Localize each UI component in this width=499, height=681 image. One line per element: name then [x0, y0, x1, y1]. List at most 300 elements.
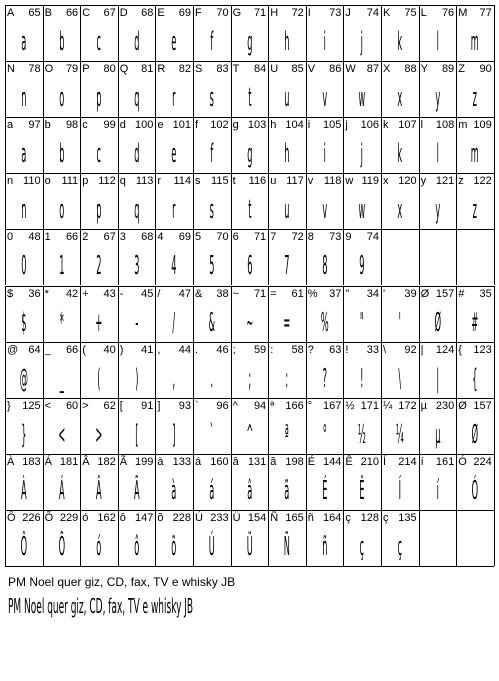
char-name: "	[345, 287, 350, 300]
char-name: @	[7, 343, 19, 356]
char-code: 226	[22, 511, 41, 524]
char-code: 62	[103, 399, 116, 412]
char-glyph: À	[20, 475, 27, 506]
char-cell	[193, 173, 231, 229]
grid-line	[419, 173, 420, 229]
grid-line	[494, 5, 495, 61]
char-cell	[231, 342, 269, 398]
char-code: 110	[23, 175, 41, 188]
char-glyph: +	[95, 307, 103, 338]
grid-line	[80, 117, 81, 173]
char-code: 210	[360, 455, 379, 468]
char-label	[308, 344, 342, 357]
char-name: ~	[232, 287, 240, 300]
grid-line	[494, 61, 495, 117]
char-label	[7, 175, 41, 188]
char-name: à	[157, 455, 164, 468]
char-code: 161	[435, 455, 455, 468]
grid-line	[306, 5, 307, 61]
char-code: 162	[97, 511, 116, 524]
char-code: 69	[178, 7, 191, 19]
grid-line	[43, 398, 44, 454]
char-name: Q	[119, 63, 129, 76]
char-glyph: í	[436, 475, 439, 506]
char-name: J	[345, 7, 351, 19]
char-cell	[419, 286, 457, 342]
char-cell	[343, 286, 381, 342]
char-label	[458, 119, 492, 132]
char-name: l	[420, 119, 424, 132]
char-cell	[80, 398, 118, 454]
char-code: 71	[253, 231, 267, 244]
char-glyph: _	[59, 363, 64, 394]
char-glyph: w	[358, 195, 366, 226]
char-label	[458, 63, 492, 76]
char-code: 59	[253, 343, 267, 356]
char-code: 98	[65, 119, 79, 132]
grid-line	[494, 117, 495, 173]
grid-line	[43, 229, 44, 285]
char-name: Á	[44, 455, 52, 468]
char-cell	[5, 286, 43, 342]
char-label	[7, 7, 41, 20]
char-name: V	[307, 63, 316, 76]
char-label	[45, 512, 79, 525]
char-cell	[231, 229, 269, 285]
char-label	[308, 512, 342, 525]
grid-line	[231, 117, 232, 173]
char-code: 97	[28, 119, 41, 132]
char-code: 144	[323, 455, 342, 468]
char-name: 9	[345, 231, 352, 244]
char-glyph: `	[209, 419, 214, 450]
grid-line	[456, 286, 457, 342]
char-name: !	[345, 343, 349, 356]
char-label	[7, 231, 41, 244]
char-cell	[456, 173, 494, 229]
char-glyph: )	[134, 363, 139, 394]
char-code: 39	[404, 287, 417, 300]
char-label	[421, 344, 455, 357]
grid-line	[5, 117, 6, 173]
char-cell	[456, 5, 494, 61]
char-glyph: >	[95, 419, 103, 450]
char-name: A	[7, 7, 15, 19]
char-cell	[381, 454, 419, 510]
char-glyph: 2	[96, 251, 102, 282]
char-code: 103	[247, 119, 267, 132]
char-glyph: #	[471, 307, 479, 338]
char-label	[458, 344, 492, 357]
grid-line	[381, 61, 382, 117]
grid-line	[419, 510, 420, 566]
grid-line	[193, 229, 194, 285]
grid-line	[43, 173, 44, 229]
char-label	[270, 344, 304, 357]
char-cell	[381, 61, 419, 117]
char-code: 100	[135, 119, 154, 132]
grid-line	[155, 454, 156, 510]
char-label	[45, 288, 79, 301]
char-code: 104	[285, 119, 304, 132]
char-code: 35	[479, 287, 492, 300]
char-glyph: r	[172, 195, 176, 226]
char-cell	[306, 117, 344, 173]
grid-line	[118, 342, 119, 398]
char-glyph: f	[210, 139, 214, 170]
grid-line	[268, 510, 269, 566]
grid-line	[419, 342, 420, 398]
grid-line	[43, 342, 44, 398]
grid-line	[5, 286, 6, 342]
char-cell	[43, 510, 81, 566]
char-glyph: \	[398, 363, 402, 394]
char-label	[345, 63, 379, 76]
char-cell	[43, 229, 81, 285]
char-label	[270, 63, 304, 76]
grid-line	[456, 61, 457, 117]
grid-line	[5, 229, 6, 285]
char-name: w	[345, 175, 354, 188]
char-glyph: a	[21, 27, 27, 57]
char-code: 44	[178, 343, 191, 356]
char-label	[82, 512, 116, 525]
char-glyph: i	[323, 139, 326, 170]
char-name: Ú	[195, 511, 203, 524]
char-glyph: %	[320, 307, 329, 338]
char-glyph: Ú	[208, 531, 215, 562]
char-name: á	[195, 455, 202, 468]
char-code: 47	[178, 287, 191, 300]
char-name: X	[383, 63, 391, 76]
char-code: 166	[285, 399, 304, 412]
char-name: {	[458, 343, 462, 356]
char-label	[383, 119, 417, 132]
grid-line	[155, 117, 156, 173]
grid-line	[193, 454, 194, 510]
char-code: 93	[178, 399, 191, 412]
grid-line	[43, 454, 44, 510]
char-name: 6	[232, 231, 239, 244]
char-code: 107	[398, 119, 417, 132]
char-code: 171	[360, 399, 379, 412]
char-glyph: r	[172, 83, 176, 114]
char-name: Ó	[458, 455, 467, 468]
char-cell	[155, 229, 193, 285]
char-glyph: p	[96, 195, 102, 226]
char-name: i	[307, 119, 311, 132]
char-label	[383, 512, 417, 525]
char-code: 157	[473, 399, 492, 412]
char-cell	[118, 5, 156, 61]
char-glyph: j	[361, 27, 364, 57]
grid-line	[80, 61, 81, 117]
grid-line	[231, 61, 232, 117]
char-glyph: !	[360, 363, 364, 394]
grid-line	[381, 398, 382, 454]
grid-line	[193, 173, 194, 229]
char-label	[233, 231, 267, 244]
char-cell	[306, 342, 344, 398]
char-label	[195, 175, 229, 188]
char-label	[7, 288, 41, 301]
char-label	[421, 456, 455, 469]
char-glyph: i	[323, 27, 326, 57]
grid-line	[5, 454, 494, 455]
char-label	[7, 119, 41, 132]
grid-line	[80, 398, 81, 454]
char-label	[120, 63, 154, 76]
char-code: 199	[135, 455, 154, 468]
char-cell	[456, 454, 494, 510]
char-label	[120, 231, 154, 244]
grid-line	[43, 61, 44, 117]
char-glyph: Ã	[133, 475, 140, 506]
char-name: #	[458, 287, 465, 300]
grid-line	[43, 510, 44, 566]
char-glyph: ]	[172, 419, 176, 450]
char-cell	[231, 117, 269, 173]
grid-line	[193, 61, 194, 117]
char-label	[82, 175, 116, 188]
char-cell	[80, 5, 118, 61]
char-code: 81	[141, 63, 154, 76]
grid-line	[268, 398, 269, 454]
grid-line	[80, 5, 81, 61]
char-name: E	[157, 7, 165, 19]
char-label	[82, 119, 116, 132]
char-cell	[381, 510, 419, 566]
char-glyph: f	[210, 27, 214, 57]
char-code: 74	[366, 231, 379, 244]
char-code: 154	[247, 511, 267, 524]
char-label	[383, 288, 417, 301]
grid-line	[231, 454, 232, 510]
char-label	[233, 119, 267, 132]
grid-line	[381, 286, 382, 342]
grid-line	[5, 173, 494, 174]
char-cell	[419, 454, 457, 510]
char-cell	[268, 454, 306, 510]
grid-line	[343, 342, 344, 398]
char-glyph: 6	[246, 251, 252, 282]
char-code: 230	[435, 399, 455, 412]
char-label	[157, 7, 191, 20]
char-label	[82, 63, 116, 76]
char-cell	[80, 286, 118, 342]
char-code: 96	[216, 399, 229, 412]
grid-line	[5, 173, 6, 229]
char-label	[233, 344, 267, 357]
char-glyph: â	[246, 475, 252, 506]
char-cell	[193, 117, 231, 173]
char-cell	[193, 510, 231, 566]
grid-line	[381, 5, 382, 61]
char-name: Y	[420, 63, 428, 76]
char-cell	[43, 5, 81, 61]
char-label	[195, 512, 229, 525]
char-cell	[456, 398, 494, 454]
char-label	[270, 231, 304, 244]
char-name: Õ	[44, 511, 54, 524]
char-cell	[419, 173, 457, 229]
char-cell	[268, 398, 306, 454]
char-code: 182	[97, 455, 116, 468]
char-name: ç	[345, 511, 351, 524]
char-name: I	[307, 7, 311, 19]
char-cell	[306, 5, 344, 61]
char-cell	[268, 510, 306, 566]
char-name: q	[119, 175, 126, 188]
char-cell	[80, 117, 118, 173]
char-name: É	[307, 455, 316, 468]
char-cell	[118, 342, 156, 398]
char-cell	[306, 229, 344, 285]
grid-line	[155, 286, 156, 342]
char-code: 198	[285, 455, 304, 468]
grid-line	[231, 286, 232, 342]
char-code: 75	[404, 7, 417, 19]
char-glyph: 1	[58, 251, 64, 282]
grid-line	[381, 454, 382, 510]
char-glyph: Ê	[359, 475, 365, 506]
char-cell	[193, 342, 231, 398]
char-label	[308, 63, 342, 76]
char-cell	[231, 173, 269, 229]
char-code: 92	[404, 343, 417, 356]
char-cell	[419, 398, 457, 454]
char-cell	[155, 398, 193, 454]
grid-line	[5, 454, 6, 510]
char-glyph: /	[172, 307, 176, 338]
char-cell	[193, 286, 231, 342]
char-code: 68	[141, 7, 154, 19]
grid-line	[5, 5, 6, 61]
grid-line	[456, 5, 457, 61]
char-name: ,	[157, 343, 161, 356]
char-cell	[456, 286, 494, 342]
char-glyph: w	[358, 83, 366, 114]
char-code: 67	[103, 7, 116, 19]
char-cell	[306, 510, 344, 566]
char-cell	[343, 398, 381, 454]
char-label	[421, 175, 455, 188]
char-cell	[43, 342, 81, 398]
char-code: 43	[103, 287, 116, 300]
char-name: b	[44, 119, 51, 132]
char-code: 80	[103, 63, 116, 76]
grid-line	[306, 117, 307, 173]
char-glyph: o	[58, 195, 64, 226]
grid-line	[343, 229, 344, 285]
char-label	[195, 231, 229, 244]
char-label	[120, 344, 154, 357]
char-code: 183	[22, 455, 41, 468]
char-cell	[268, 61, 306, 117]
grid-line	[118, 286, 119, 342]
char-code: 71	[253, 7, 267, 19]
grid-line	[268, 117, 269, 173]
char-label	[82, 288, 116, 301]
grid-line	[456, 454, 457, 510]
char-label	[458, 400, 492, 413]
char-label	[157, 344, 191, 357]
char-cell	[306, 286, 344, 342]
char-label	[82, 344, 116, 357]
char-name: N	[7, 63, 15, 76]
char-name: /	[157, 287, 161, 300]
grid-line	[343, 454, 344, 510]
char-label	[157, 400, 191, 413]
grid-line	[5, 510, 6, 566]
char-glyph: :	[285, 363, 289, 394]
char-name: 2	[82, 231, 89, 244]
grid-line	[118, 229, 119, 285]
char-cell	[43, 61, 81, 117]
grid-line	[456, 229, 457, 285]
char-code: 60	[65, 399, 79, 412]
char-name: [	[119, 399, 123, 412]
char-name: .	[195, 343, 199, 356]
char-glyph: ã	[284, 475, 290, 506]
grid-line	[494, 173, 495, 229]
char-cell	[306, 173, 344, 229]
char-code: 79	[65, 63, 79, 76]
char-glyph: n	[21, 195, 27, 226]
grid-line	[494, 286, 495, 342]
char-cell	[43, 173, 81, 229]
char-name: ç	[383, 511, 389, 524]
grid-line	[193, 5, 194, 61]
grid-line	[118, 5, 119, 61]
grid-line	[80, 510, 81, 566]
char-name: 8	[307, 231, 314, 244]
char-glyph: t	[247, 83, 251, 114]
grid-line	[155, 229, 156, 285]
char-name: `	[195, 399, 199, 412]
char-label	[383, 400, 417, 413]
char-label	[345, 400, 379, 413]
char-label	[345, 344, 379, 357]
char-code: 42	[65, 287, 79, 300]
char-label	[270, 175, 304, 188]
char-glyph: l	[436, 139, 439, 170]
char-code: 89	[441, 63, 455, 76]
char-label	[120, 175, 154, 188]
grid-line	[5, 229, 494, 230]
char-name: s	[195, 175, 201, 188]
char-label	[458, 288, 492, 301]
char-code: 73	[329, 7, 342, 19]
char-glyph: ô	[134, 531, 140, 562]
char-code: 94	[253, 399, 267, 412]
char-label	[270, 400, 304, 413]
char-glyph: ª	[285, 419, 289, 450]
grid-line	[456, 173, 457, 229]
char-label	[157, 456, 191, 469]
char-code: 88	[404, 63, 417, 76]
char-code: 36	[28, 287, 41, 300]
grid-line	[306, 454, 307, 510]
char-name: *	[44, 287, 49, 300]
char-cell	[381, 5, 419, 61]
char-name: Ã	[119, 455, 128, 468]
char-label	[157, 288, 191, 301]
char-name: ]	[157, 399, 161, 412]
char-label	[345, 512, 379, 525]
char-label	[82, 231, 116, 244]
char-code: 71	[253, 287, 267, 300]
